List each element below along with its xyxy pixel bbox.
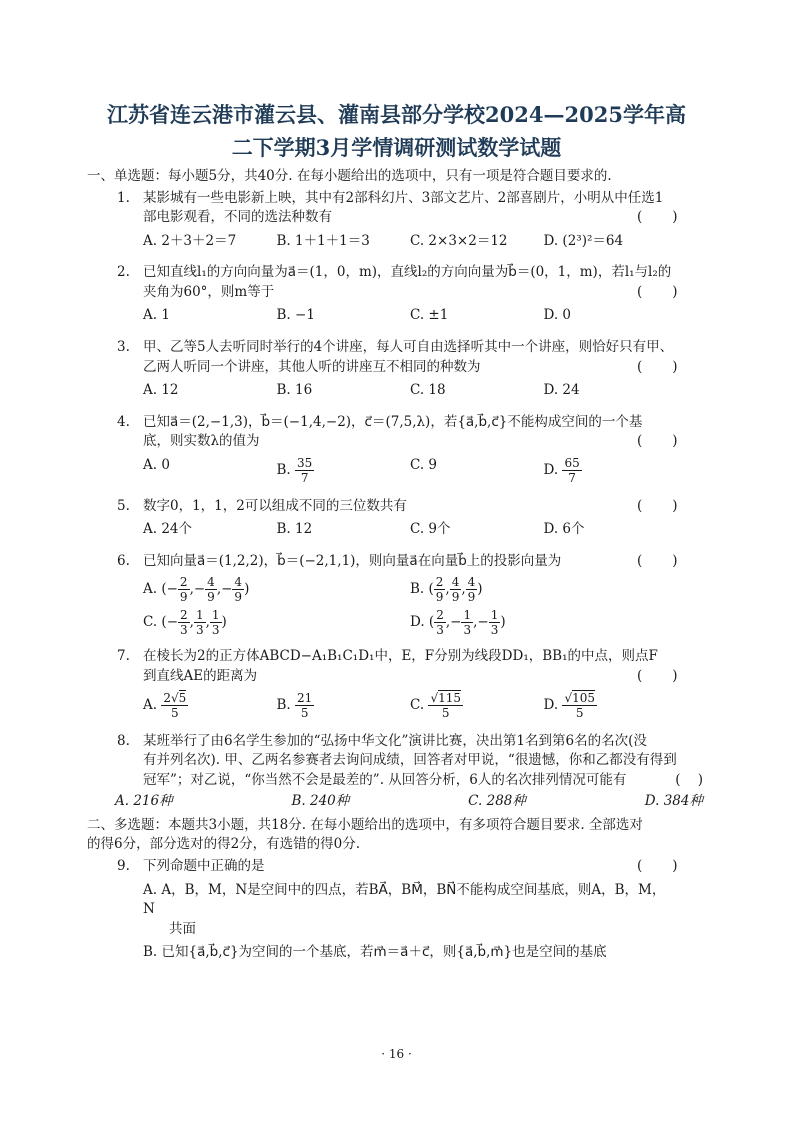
question-number: 5. xyxy=(117,497,130,514)
options xyxy=(143,232,677,252)
radicand: 5 xyxy=(178,690,187,705)
option-d: D. (2³)²＝64 xyxy=(543,232,624,249)
answer-bracket: ( ) xyxy=(637,209,678,226)
option-a xyxy=(143,881,677,940)
question-stem: 在棱长为2的正方体ABCD−A₁B₁C₁D₁中，E，F分别为线段DD₁，BB₁的中点，则点F xyxy=(143,648,658,665)
option-c: C. ±1 xyxy=(410,307,449,324)
option-label: B. xyxy=(276,461,291,478)
option-d: D. 6个 xyxy=(543,521,585,538)
option-a: A. 216种 xyxy=(115,793,173,810)
answer-bracket: ( ) xyxy=(637,497,678,514)
option-b xyxy=(277,691,411,720)
option-label: A. xyxy=(143,696,158,713)
question-number: 1. xyxy=(117,189,130,206)
question-stem: 数字0，1，1，2可以组成不同的三位数共有 xyxy=(143,497,407,514)
denominator: 5 xyxy=(441,705,450,720)
question-stem: 甲、乙等5人去听同时举行的4个讲座，每人可自由选择听其中一个讲座，则恰好只有甲、 xyxy=(143,338,674,355)
option-label: D. xyxy=(543,696,559,713)
option-label: C. xyxy=(143,614,158,631)
question-7 xyxy=(117,647,677,719)
section-2-line: 的得6分，部分选对的得2分，有选错的得0分. xyxy=(87,836,361,853)
fraction xyxy=(295,456,314,485)
question-stem: 有并列名次). 甲、乙两名参赛者去询问成绩，回答者对甲说，“很遗憾，你和乙都没有得到 xyxy=(143,752,677,769)
option-a: A. 0 xyxy=(143,456,170,473)
answer-bracket: ( ) xyxy=(637,857,678,874)
option-label: B. xyxy=(276,696,291,713)
denominator: 7 xyxy=(568,470,576,485)
option-d: D. 0 xyxy=(543,307,572,324)
option-a: A. 24个 xyxy=(143,521,193,538)
question-stem: 某班举行了由6名学生参加的“弘扬中华文化”演讲比赛，决出第1名到第6名的名次(没 xyxy=(143,732,647,749)
question-stem: 已知向量a⃗＝(1,2,2)，b⃗＝(−2,1,1)，则向量a⃗在向量b⃗上的投影向量为 xyxy=(143,552,562,569)
option-c: C. 18 xyxy=(410,382,446,399)
section-2-heading xyxy=(87,816,677,855)
option-a: A. 2＋3＋2＝7 xyxy=(143,232,237,249)
denominator: 5 xyxy=(170,705,179,720)
option-c: C. 9个 xyxy=(410,521,451,538)
question-8 xyxy=(115,732,703,812)
question-stem: 到直线AE的距离为 xyxy=(143,668,258,684)
radicand: 115 xyxy=(438,690,461,705)
title-line-1: 江苏省连云港市灌云县、灌南县部分学校2024—2025学年高 xyxy=(107,102,686,127)
title-line-2: 二下学期3月学情调研测试数学试题 xyxy=(231,135,562,160)
question-stem: 部电影观看，不同的选法种数有 xyxy=(143,209,332,226)
option-c xyxy=(410,691,544,720)
question-number: 3. xyxy=(117,338,130,355)
options xyxy=(143,691,677,720)
option-b: B. ( $\frac{2}{9}$ , $\frac{4}{9}$ , $\frac{4}{9}$ ) xyxy=(410,575,483,605)
radicand: 105 xyxy=(572,690,595,705)
option-a: A. 12 xyxy=(143,382,179,399)
question-3 xyxy=(117,338,677,401)
question-1 xyxy=(117,189,677,252)
option-a xyxy=(143,691,277,720)
question-number: 4. xyxy=(117,413,130,430)
question-stem: 某影城有一些电影新上映，其中有2部科幻片、3部文艺片、2部喜剧片，小明从中任选1 xyxy=(143,189,664,206)
page-title xyxy=(0,98,793,164)
option-b: B. 已知{a⃗,b⃗,c⃗}为空间的一个基底，若m⃗＝a⃗＋c⃗，则{a⃗,b⃗,m⃗}也是空间的基底 xyxy=(143,944,607,961)
option-c: C. (− $\frac{2}{3}$ , $\frac{1}{3}$ , $\frac{1}{3}$ ) xyxy=(143,608,227,638)
option-label: A. xyxy=(143,581,158,598)
option-b: B. 240种 xyxy=(291,793,350,810)
fraction xyxy=(562,456,581,485)
question-stem: 底，则实数λ的值为 xyxy=(143,433,260,450)
denominator: 5 xyxy=(300,705,309,720)
option-c: C. 288种 xyxy=(468,793,526,810)
option-a-line: A. A，B，M，N是空间中的四点，若BA⃗，BM⃗，BN⃗不能构成空间基底，则A，B，M，N xyxy=(143,881,666,918)
option-a-line: 共面 xyxy=(169,920,196,937)
option-d: D. 24 xyxy=(543,382,580,399)
options xyxy=(143,381,677,401)
answer-bracket: ( ) xyxy=(637,433,678,450)
denominator: 7 xyxy=(300,470,309,485)
exam-content xyxy=(87,167,703,963)
option-label: D. xyxy=(543,461,559,478)
option-b xyxy=(277,456,411,485)
question-number: 7. xyxy=(117,648,130,665)
option-b: B. 1＋1＋1＝3 xyxy=(276,232,370,249)
coefficient: 2 xyxy=(163,690,171,705)
denominator: 5 xyxy=(575,705,584,720)
question-number: 6. xyxy=(117,552,130,569)
page-number: · 16 · xyxy=(381,1047,412,1061)
answer-bracket: ( ) xyxy=(637,358,678,375)
answer-bracket: ( ) xyxy=(637,668,678,684)
numerator: 21 xyxy=(297,690,313,705)
option-d xyxy=(544,456,678,485)
numerator: 35 xyxy=(297,455,313,470)
options xyxy=(143,520,677,540)
option-c: C. 9 xyxy=(410,456,438,473)
question-stem: 已知直线l₁的方向向量为a⃗＝(1，0，m)，直线l₂的方向向量为b⃗＝(0，1，m)，若l₁与l₂的 xyxy=(143,264,672,281)
question-5 xyxy=(117,497,677,540)
option-label: B. xyxy=(410,581,425,598)
option-b: B. 16 xyxy=(276,382,313,399)
answer-bracket: ( ) xyxy=(675,771,703,788)
question-stem: 乙两人听同一个讲座，其他人听的讲座互不相同的种数为 xyxy=(143,358,481,375)
question-6 xyxy=(117,552,677,642)
option-a: A. 1 xyxy=(143,307,170,324)
option-b: B. 12 xyxy=(276,521,313,538)
option-d xyxy=(544,691,678,720)
question-stem: 夹角为60°，则m等于 xyxy=(143,283,275,300)
option-d: D. 384种 xyxy=(644,793,703,810)
options xyxy=(115,792,703,812)
question-4 xyxy=(117,413,677,485)
options xyxy=(143,306,677,326)
options xyxy=(143,456,677,485)
option-c: C. 2×3×2＝12 xyxy=(410,232,508,249)
section-1-heading: 一、单选题：每小题5分，共40分. 在每小题给出的选项中，只有一项是符合题目要求的. xyxy=(87,168,612,184)
numerator: 65 xyxy=(564,455,580,470)
question-number: 9. xyxy=(117,857,130,874)
options xyxy=(143,575,677,641)
answer-bracket: ( ) xyxy=(637,283,678,300)
fraction: $\frac{2√5}{5}$ xyxy=(163,690,187,720)
fraction xyxy=(295,691,314,720)
option-b: B. −1 xyxy=(276,307,315,324)
section-2-line: 二、多选题：本题共3小题，共18分. 在每小题给出的选项中，有多项符合题目要求. 全部选对 xyxy=(87,816,643,833)
option-label: D. xyxy=(410,614,425,631)
option-d: D. ( $\frac{2}{3}$ ,− $\frac{1}{3}$ ,− $\frac{1}{3}$ ) xyxy=(410,608,506,638)
question-2 xyxy=(117,263,677,326)
fraction: $\frac{√105}{5}$ xyxy=(564,690,595,720)
question-stem: 已知a⃗＝(2,−1,3)，b⃗＝(−1,4,−2)，c⃗＝(7,5,λ)，若{a⃗,b⃗,c⃗}不能构成空间的一个基 xyxy=(143,413,643,430)
answer-bracket: ( ) xyxy=(637,552,678,569)
question-stem: 冠军”；对乙说，“你当然不会是最差的”. 从回答分析，6人的名次排列情况可能有 xyxy=(143,771,627,788)
fraction: $\frac{√115}{5}$ xyxy=(430,690,461,720)
question-number: 2. xyxy=(117,264,130,281)
question-number: 8. xyxy=(117,732,130,749)
option-label: C. xyxy=(410,696,425,713)
option-a: A. (− $\frac{2}{9}$ ,− $\frac{4}{9}$ ,− $\frac{4}{9}$ ) xyxy=(143,575,250,605)
question-stem: 下列命题中正确的是 xyxy=(143,857,265,874)
question-9 xyxy=(117,857,677,963)
